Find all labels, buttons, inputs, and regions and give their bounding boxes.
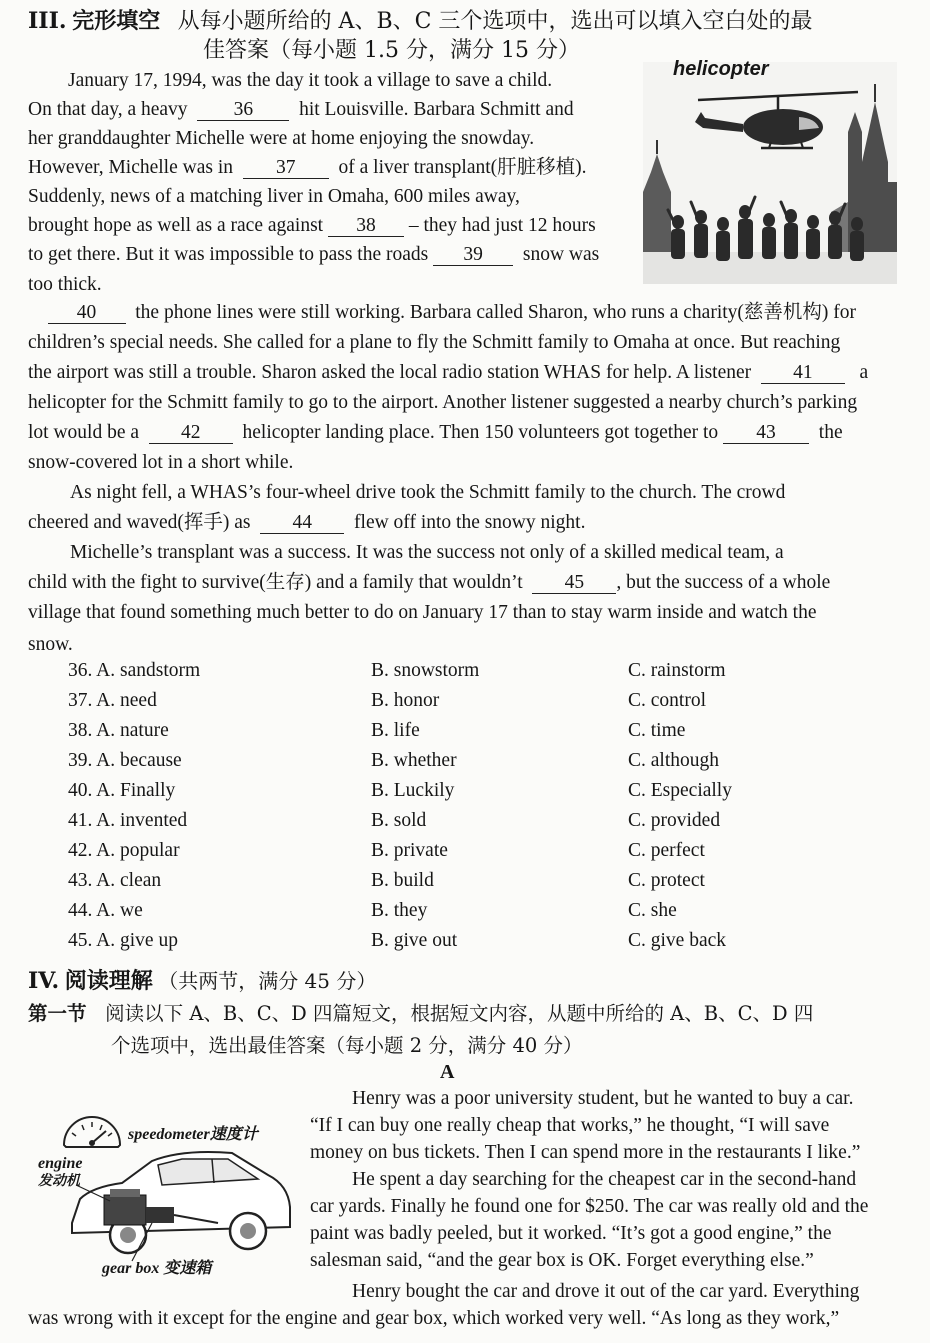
option-c[interactable]: C. control <box>628 690 706 711</box>
blank-44[interactable]: 44 <box>260 513 344 534</box>
passage-a-line: He spent a day searching for the cheapest car in the second-hand <box>352 1169 857 1190</box>
option-b[interactable]: B. they <box>371 900 428 921</box>
option-b[interactable]: B. Luckily <box>371 780 455 801</box>
helicopter-label: helicopter <box>673 58 769 80</box>
option-row <box>68 810 898 840</box>
passage-line: cheered and waved(挥手) as 44 flew off into the snowy night. <box>28 512 586 533</box>
speedometer-label: speedometer速度计 <box>128 1126 258 1143</box>
option-b[interactable]: B. honor <box>371 690 440 711</box>
option-b[interactable]: B. build <box>371 870 434 891</box>
passage-a-line: Henry bought the car and drove it out of the car yard. Everything <box>352 1281 860 1302</box>
passage-line: As night fell, a WHAS’s four-wheel drive took the Schmitt family to the church. The crowd <box>70 482 786 503</box>
passage-line: 40 the phone lines were still working. Barbara called Sharon, who runs a charity(慈善机构) for <box>28 298 898 328</box>
option-row <box>68 780 898 810</box>
blank-38[interactable]: 38 <box>328 216 404 237</box>
options-list <box>68 660 898 960</box>
passage-line: Suddenly, news of a matching liver in Omaha, 600 miles away, <box>28 186 520 207</box>
section-score: （共两节，满分 45 分） <box>158 969 377 993</box>
passage-line: snow. <box>28 634 73 655</box>
part-instruction-2: 个选项中，选出最佳答案（每小题 2 分，满分 40 分） <box>111 1034 583 1057</box>
option-c[interactable]: C. rainstorm <box>628 660 726 681</box>
gearbox-label: gear box 变速箱 <box>102 1260 212 1277</box>
passage-a-line: salesman said, “and the gear box is OK. Forget everything else.” <box>310 1250 814 1271</box>
option-b[interactable]: B. snowstorm <box>371 660 480 681</box>
option-row <box>68 840 898 870</box>
blank-41[interactable]: 41 <box>761 363 845 384</box>
option-c[interactable]: C. give back <box>628 930 727 951</box>
option-b[interactable]: B. whether <box>371 750 457 771</box>
option-c[interactable]: C. perfect <box>628 840 705 861</box>
option-row <box>68 870 898 900</box>
passage-line: brought hope as well as a race against 38 – they had just 12 hours <box>28 215 596 236</box>
car-illustration <box>32 1103 300 1283</box>
section-number: IV. <box>28 968 60 994</box>
section-title: 完形填空 <box>72 9 161 34</box>
blank-43[interactable]: 43 <box>723 423 809 444</box>
passage-a-line: money on bus tickets. Then I can spend more in the restaurants I like.” <box>310 1142 861 1163</box>
passage-line: to get there. But it was impossible to pass the roads 39 snow was <box>28 244 600 265</box>
option-b[interactable]: B. private <box>371 840 448 861</box>
passage-line: village that found something much better to do on January 17 than to stay warm inside and watch the <box>28 602 817 623</box>
section-3-heading <box>28 6 908 63</box>
passage-line: the airport was still a trouble. Sharon asked the local radio station WHAS for help. A listener 41 a <box>28 362 869 383</box>
passage-a-line: paint was badly peeled, but it worked. “It’s got a good engine,” the <box>310 1223 832 1244</box>
part-label: 第一节 <box>28 1002 87 1025</box>
section-4-heading <box>28 964 376 995</box>
option-a[interactable]: 44. A. we <box>68 900 143 921</box>
option-row <box>68 930 898 960</box>
passage-a-line: car yards. Finally he found one for $250. The car was really old and the <box>310 1196 869 1217</box>
passage-line: children’s special needs. She called for a plane to fly the Schmitt family to Omaha at once. But reaching <box>28 332 841 353</box>
option-c[interactable]: C. she <box>628 900 677 921</box>
option-a[interactable]: 36. A. sandstorm <box>68 660 201 681</box>
passage-a-line: was wrong with it except for the engine and gear box, which worked very well. “As long as they work,” <box>28 1308 840 1329</box>
option-row <box>68 750 898 780</box>
blank-42[interactable]: 42 <box>149 423 233 444</box>
passage-line: lot would be a 42 helicopter landing place. Then 150 volunteers got together to 43 the <box>28 422 843 443</box>
passage-letter: A <box>440 1061 455 1083</box>
option-b[interactable]: B. give out <box>371 930 458 951</box>
option-a[interactable]: 41. A. invented <box>68 810 188 831</box>
option-row <box>68 900 898 930</box>
option-row <box>68 690 898 720</box>
option-a[interactable]: 42. A. popular <box>68 840 180 861</box>
blank-39[interactable]: 39 <box>433 245 513 266</box>
blank-37[interactable]: 37 <box>243 158 329 179</box>
passage-line: On that day, a heavy 36 hit Louisville. Barbara Schmitt and <box>28 99 574 120</box>
engine-label: engine 发动机 <box>38 1155 83 1189</box>
passage-line: However, Michelle was in 37 of a liver transplant(肝脏移植). <box>28 157 587 178</box>
section-number: III. <box>28 8 67 34</box>
blank-45[interactable]: 45 <box>532 573 616 594</box>
option-c[interactable]: C. Especially <box>628 780 732 801</box>
option-row <box>68 720 898 750</box>
passage-line: January 17, 1994, was the day it took a village to save a child. <box>68 70 553 91</box>
option-c[interactable]: C. provided <box>628 810 721 831</box>
option-c[interactable]: C. time <box>628 720 686 741</box>
option-a[interactable]: 39. A. because <box>68 750 182 771</box>
section-title: 阅读理解 <box>64 969 153 994</box>
passage-a-line: “If I can buy one really cheap that works,” he thought, “I will save <box>310 1115 830 1136</box>
option-a[interactable]: 43. A. clean <box>68 870 162 891</box>
helicopter-illustration <box>643 58 897 284</box>
blank-36[interactable]: 36 <box>197 100 289 121</box>
passage-line: child with the fight to survive(生存) and a family that wouldn’t 45 , but the success of a whole <box>28 572 831 593</box>
section-instruction-2: 佳答案（每小题 1.5 分，满分 15 分） <box>203 38 580 63</box>
option-a[interactable]: 37. A. need <box>68 690 157 711</box>
passage-line: too thick. <box>28 274 102 295</box>
part-1-instruction: 第一节 阅读以下 A、B、C、D 四篇短文，根据短文内容，从题中所给的 A、B、C、D 四 个选项中，选出最佳答案（每小题 2 分，满分 40 分） <box>28 998 888 1030</box>
section-instruction: 从每小题所给的 A、B、C 三个选项中，选出可以填入空白处的最 <box>177 9 813 34</box>
option-a[interactable]: 38. A. nature <box>68 720 169 741</box>
passage-a-line: Henry was a poor university student, but he wanted to buy a car. <box>352 1088 854 1109</box>
option-b[interactable]: B. life <box>371 720 420 741</box>
passage-line: Michelle’s transplant was a success. It was the success not only of a skilled medical team, a <box>70 542 784 563</box>
option-a[interactable]: 45. A. give up <box>68 930 178 951</box>
option-c[interactable]: C. although <box>628 750 719 771</box>
passage-line: snow-covered lot in a short while. <box>28 452 294 473</box>
blank-40[interactable]: 40 <box>48 303 126 324</box>
passage-line: her granddaughter Michelle were at home enjoying the snowday. <box>28 128 535 149</box>
option-c[interactable]: C. protect <box>628 870 705 891</box>
option-row <box>68 660 898 690</box>
passage-line: helicopter for the Schmitt family to go to the airport. Another listener suggested a nearby church’s parking <box>28 392 858 413</box>
option-b[interactable]: B. sold <box>371 810 427 831</box>
option-a[interactable]: 40. A. Finally <box>68 780 176 801</box>
